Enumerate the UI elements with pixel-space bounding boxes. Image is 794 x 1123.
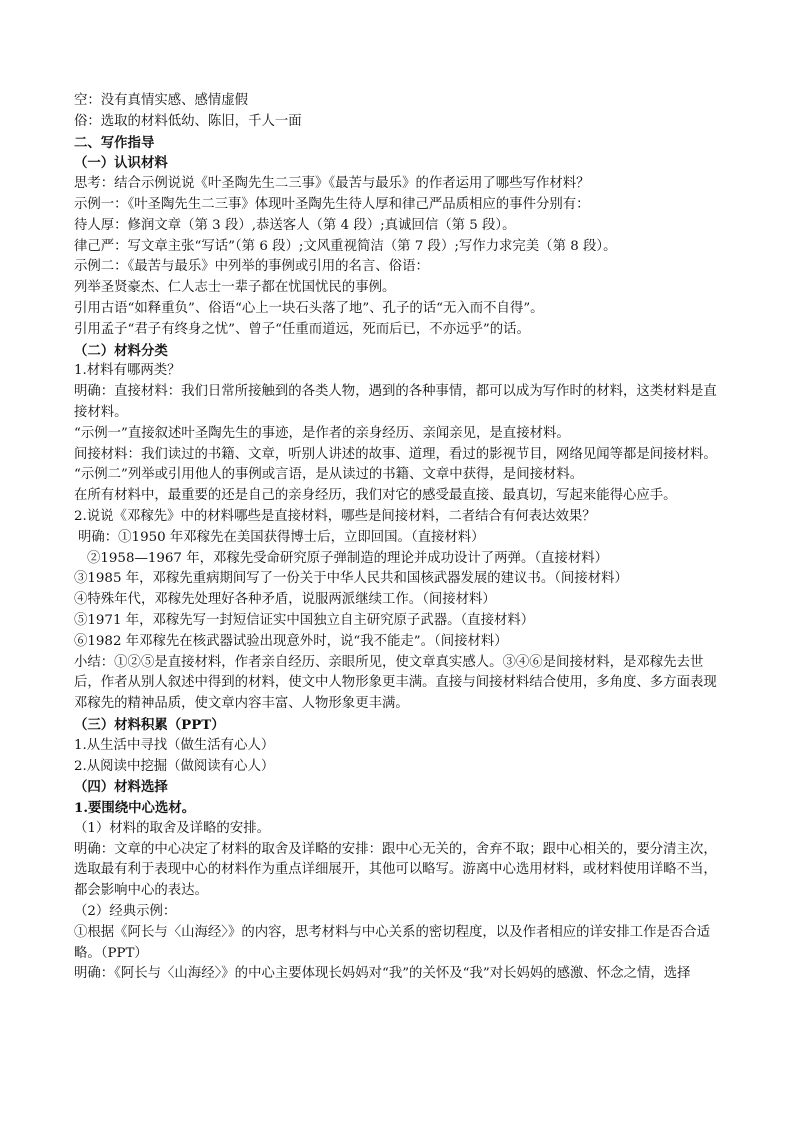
text-line: 2.说说《邓稼先》中的材料哪些是直接材料，哪些是间接材料，二者结合有何表达效果？: [74, 508, 596, 524]
text-line: 间接材料：我们读过的书籍、文章，听别人讲述的故事、道理，看过的影视节目，网络见闻等都是间接材料。: [74, 446, 717, 462]
text-line: “示例一”直接叙述叶圣陶先生的事迹，是作者的亲身经历、亲闻亲见，是直接材料。: [74, 425, 570, 441]
text-line: 律己严：写文章主张“写话”（第 6 段）;文风重视简洁（第 7 段）;写作力求完美（第 8 段）。: [74, 238, 617, 254]
text-line: 引用孟子“君子有终身之忧”、曾子“任重而道远，死而后已，不亦远乎”的话。: [74, 321, 530, 337]
text-line: 待人厚：修润文章（第 3 段）,恭送客人（第 4 段）;真诚回信（第 5 段）。: [74, 217, 516, 233]
text-line: 引用古语“如释重负”、俗语“心上一块石头落了地”、孔子的话“无入而不自得”。: [74, 300, 544, 316]
text-line: ⑥1982 年邓稼先在核武器试验出现意外时，说“我不能走”。（间接材料）: [74, 633, 508, 649]
text-line: 示例二：《最苦与最乐》中列举的事例或引用的名言、俗语：: [74, 259, 429, 275]
document-page: [74, 91, 726, 985]
text-line: 在所有材料中，最重要的还是自己的亲身经历，我们对它的感受最直接、最真切，写起来能得心应手。: [74, 488, 677, 504]
text-line: 2.从阅读中挖掘（做阅读有心人）: [74, 758, 275, 774]
text-line: （2）经典示例：: [74, 904, 177, 920]
section-heading: 1.要围绕中心选材。: [74, 800, 196, 817]
section-heading: 二、写作指导: [74, 134, 155, 151]
section-heading: （三）材料积累（PPT）: [74, 716, 225, 733]
text-line: ③1985 年，邓稼先重病期间写了一份关于中华人民共和国核武器发展的建议书。（间接材料）: [74, 571, 628, 587]
text-line: ②1958—1967 年，邓稼先受命研究原子弹制造的理论并成功设计了两弹。（直接材料）: [87, 550, 608, 566]
text-line: 列举圣贤豪杰、仁人志士一辈子都在忧国忧民的事例。: [74, 280, 396, 296]
text-line: 明确：《阿长与〈山海经〉》的中心主要体现长妈妈对“我”的关怀及“我”对长妈妈的感激、怀念之情，选择: [74, 966, 691, 982]
text-line: 明确：文章的中心决定了材料的取舍及详略的安排：跟中心无关的，舍弃不取；跟中心相关的，要分清主次，选取最有利于表现中心的材料作为重点详细展开，其他可以略写。游离中心选用材料，或材料使用详略不当，都会影响中心的表达。: [74, 841, 717, 899]
text-line: 1.从生活中寻找（做生活有心人）: [74, 737, 275, 753]
text-line: “示例二”列举或引用他人的事例或言语，是从读过的书籍、文章中获得，是间接材料。: [74, 467, 584, 483]
text-line: 明确：直接材料：我们日常所接触到的各类人物，遇到的各种事情，都可以成为写作时的材料，这类材料是直接材料。: [74, 384, 717, 420]
text-line: ⑤1971 年，邓稼先写一封短信证实中国独立自主研究原子武器。（直接材料）: [74, 612, 535, 628]
text-line: 思考：结合示例说说《叶圣陶先生二三事》《最苦与最乐》的作者运用了哪些写作材料？: [74, 176, 590, 192]
section-heading: （四）材料选择: [74, 779, 168, 796]
text-line: 示例一：《叶圣陶先生二三事》体现叶圣陶先生待人厚和律己严品质相应的事件分别有：: [74, 196, 590, 212]
text-line: ④特殊年代，邓稼先处理好各种矛盾，说服两派继续工作。（间接材料）: [74, 592, 496, 608]
text-line: 1.材料有哪两类？: [74, 363, 181, 379]
section-heading: （一）认识材料: [74, 155, 168, 172]
text-line: 小结：①②⑤是直接材料，作者亲自经历、亲眼所见，使文章真实感人。③④⑥是间接材料，是邓稼先去世后，作者从别人叙述中得到的材料，使文中人物形象更丰满。直接与间接材料结合使用，多角度、多方面表现邓稼先的精神品质，使文章内容丰富、人物形象更丰满。: [74, 654, 717, 712]
text-line: （1）材料的取舍及详略的安排。: [74, 820, 270, 836]
text-line: 俗：选取的材料低幼、陈旧，千人一面: [74, 113, 302, 129]
text-line: 明确：①1950 年邓稼先在美国获得博士后，立即回国。（直接材料）: [78, 529, 485, 545]
text-line: 空：没有真情实感、感情虚假: [74, 93, 249, 108]
section-heading: （二）材料分类: [74, 342, 168, 359]
text-line: ①根据《阿长与〈山海经〉》的内容，思考材料与中心关系的密切程度，以及作者相应的详安排工作是否合适略。（PPT）: [74, 924, 711, 961]
